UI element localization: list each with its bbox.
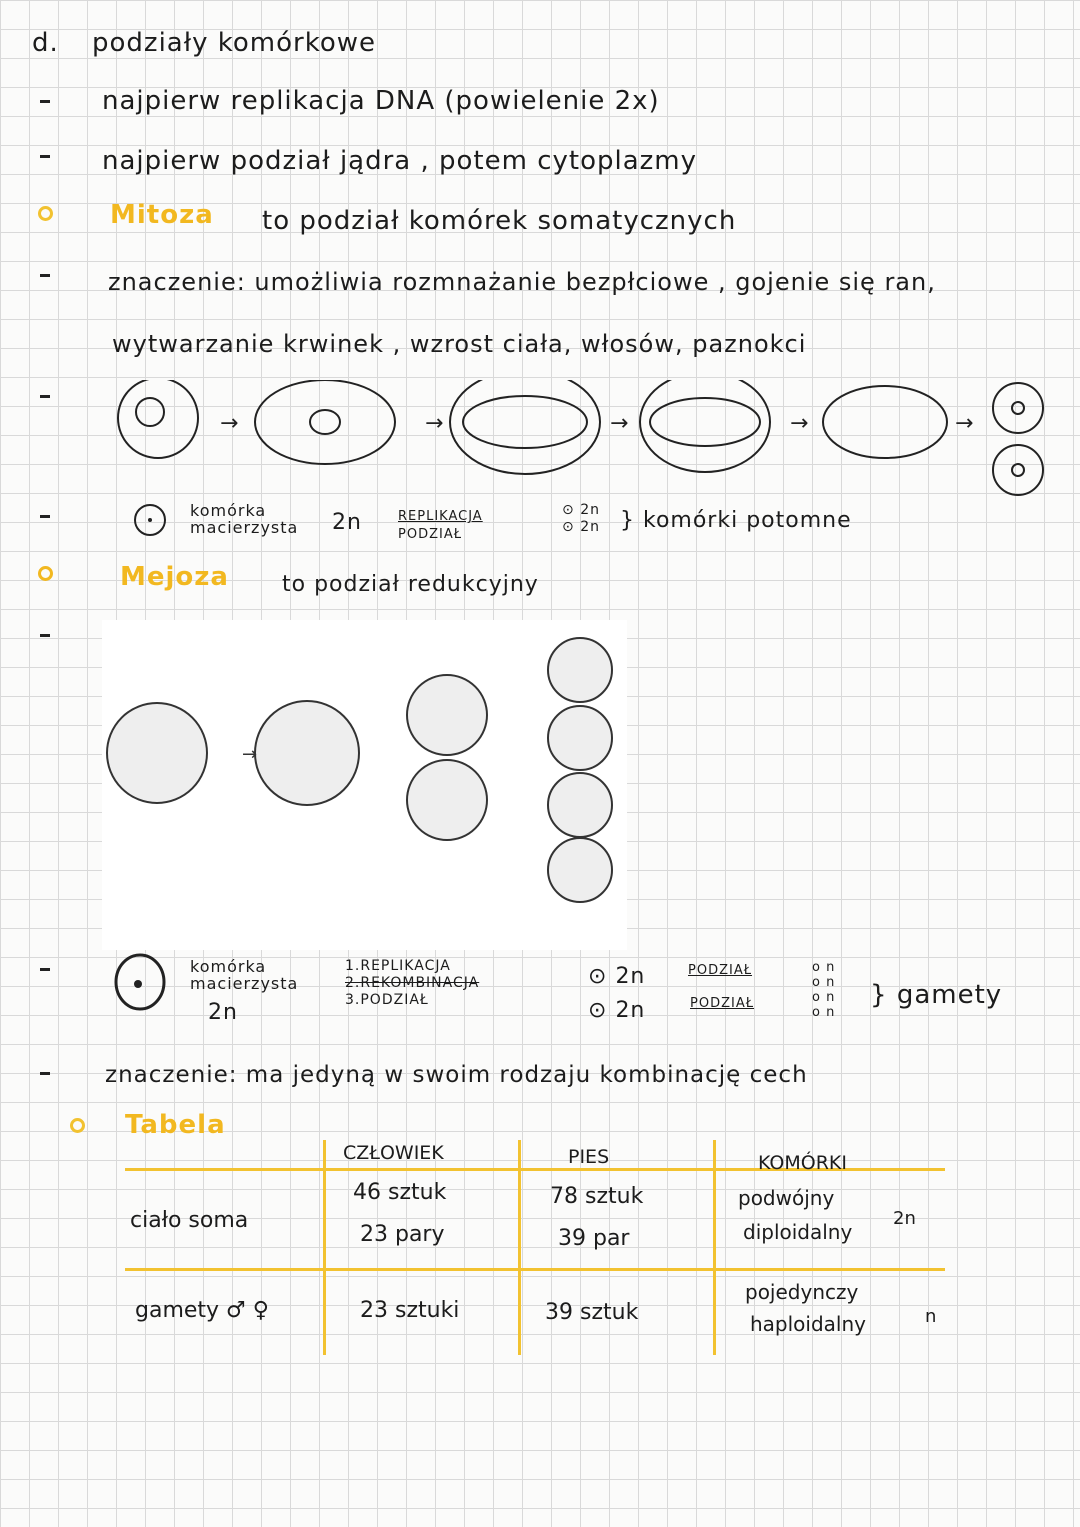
arrow-top-label: REPLIKACJA xyxy=(398,509,483,524)
section-letter: d. xyxy=(32,28,59,58)
mejoza-cell-label: komórka macierzysta xyxy=(190,957,299,993)
mejoza-steps: 1.REPLIKACJA 2.REKOMBINACJA 3.PODZIAŁ xyxy=(345,958,480,1008)
mejoza-def: to podział redukcyjny xyxy=(282,572,539,597)
meiosis-diagram xyxy=(102,620,627,950)
svg-text:→: → xyxy=(790,411,809,436)
line-replication: najpierw replikacja DNA (powielenie 2x) xyxy=(102,86,660,116)
cell: 23 pary xyxy=(360,1222,445,1247)
cell: diploidalny xyxy=(743,1220,853,1244)
arrow-podzial-2: PODZIAŁ xyxy=(690,996,755,1011)
svg-text:→: → xyxy=(242,744,258,765)
mitoza-result: } komórki potomne xyxy=(620,508,852,533)
cell: 2n xyxy=(893,1208,916,1229)
cell: n xyxy=(925,1306,937,1327)
cell: 23 sztuki xyxy=(360,1298,460,1323)
header-komorki: KOMÓRKI xyxy=(758,1152,847,1174)
daughter-cells: ⊙ 2n ⊙ 2n xyxy=(562,502,600,535)
cell: 39 par xyxy=(558,1226,630,1251)
mitoza-ploidy: 2n xyxy=(332,510,362,535)
mitoza-meaning-2: wytwarzanie krwinek , wzrost ciała, włosów, paznokci xyxy=(112,330,807,358)
cell: haploidalny xyxy=(750,1312,866,1336)
header-czlowiek: CZŁOWIEK xyxy=(343,1142,444,1164)
mitosis-diagram xyxy=(100,380,1060,500)
mitoza-def: to podział komórek somatycznych xyxy=(262,206,737,236)
mitoza-title: Mitoza xyxy=(110,200,214,230)
mitoza-cell-label: komórka macierzysta xyxy=(190,501,299,537)
svg-text:→: → xyxy=(220,411,239,436)
svg-text:→: → xyxy=(610,411,629,436)
line-nucleus: najpierw podział jądra , potem cytoplazmy xyxy=(102,146,698,176)
cell: 78 sztuk xyxy=(550,1184,644,1209)
row-label-soma: ciało soma xyxy=(130,1208,249,1233)
mother-cell-icon xyxy=(132,502,168,538)
cell: 46 sztuk xyxy=(353,1180,447,1205)
mejoza-ploidy: 2n xyxy=(208,1000,238,1025)
cell: pojedynczy xyxy=(745,1280,859,1304)
svg-text:→: → xyxy=(955,411,974,436)
mejoza-intermediate: ⊙ 2n ⊙ 2n xyxy=(588,964,646,1023)
gametes-list: o n o n o n o n xyxy=(812,960,836,1020)
row-label-gamety: gamety ♂ ♀ xyxy=(135,1298,269,1323)
mejoza-meaning: znaczenie: ma jedyną w swoim rodzaju kombinację cech xyxy=(105,1062,808,1088)
mitoza-meaning-1: znaczenie: umożliwia rozmnażanie bezpłciowe , gojenie się ran, xyxy=(108,268,936,296)
chromosome-table xyxy=(125,1140,950,1360)
mejoza-mother-cell-icon xyxy=(112,952,172,1014)
arrow-bottom-label: PODZIAŁ xyxy=(398,527,463,542)
tabela-title: Tabela xyxy=(125,1110,226,1140)
svg-text:→: → xyxy=(425,411,444,436)
mejoza-result: } gamety xyxy=(870,980,1003,1010)
cell: 39 sztuk xyxy=(545,1300,639,1325)
arrow-podzial-1: PODZIAŁ xyxy=(688,963,753,978)
mejoza-title: Mejoza xyxy=(120,562,229,592)
heading: podziały komórkowe xyxy=(92,28,377,58)
cell: podwójny xyxy=(738,1186,835,1210)
header-pies: PIES xyxy=(568,1146,610,1168)
